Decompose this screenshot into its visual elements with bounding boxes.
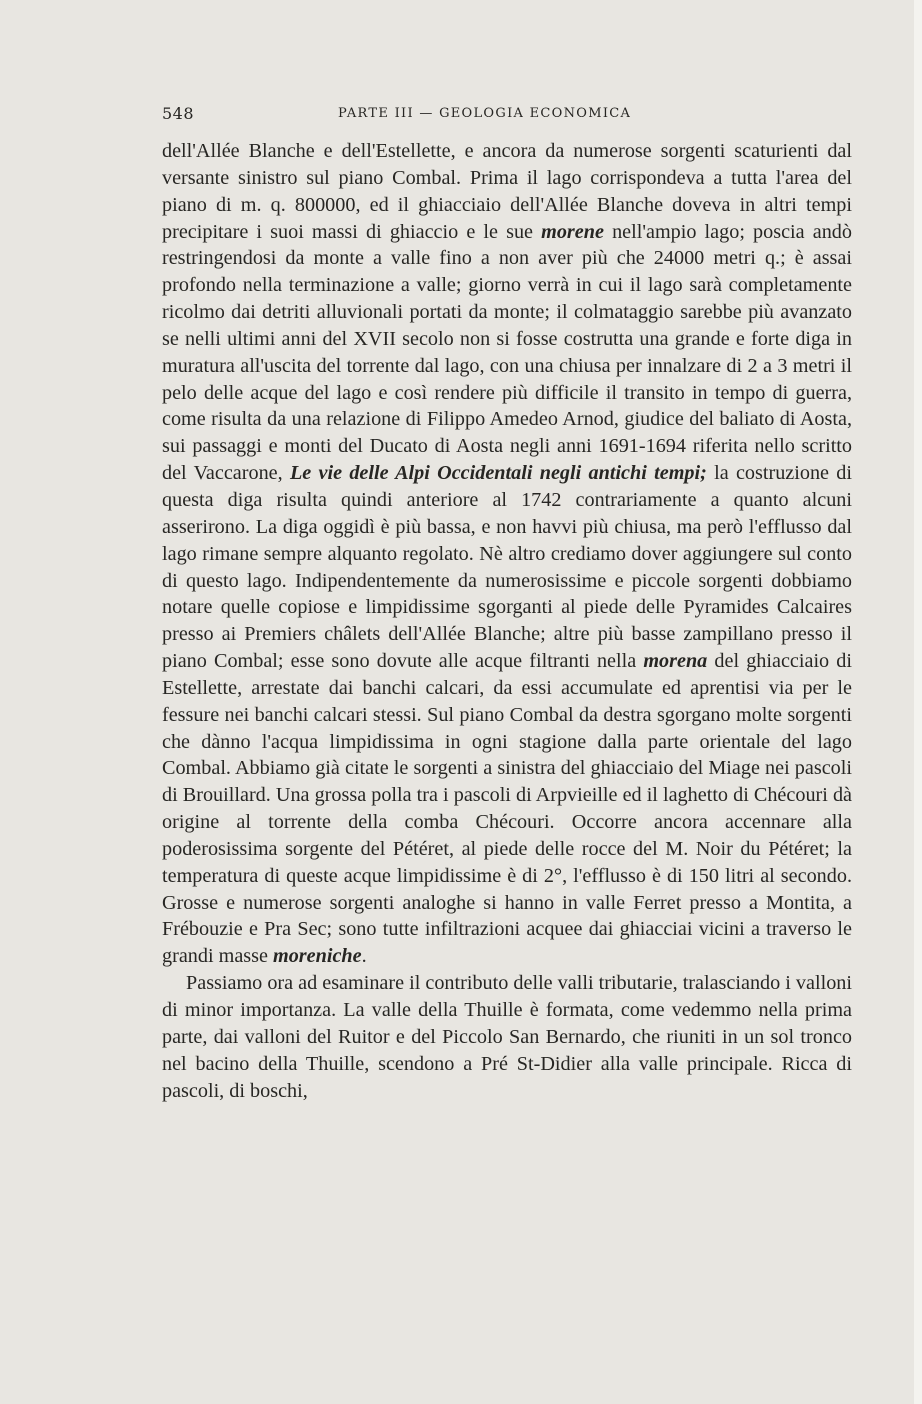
text-run: dell'Allée Blanche e dell'Estellette, e ancora da numerose sorgenti scaturienti dal versante sinistro sul piano Combal. Prima il lago corrispondeva a tutta l'area del piano di m. q. 800000, ed il ghiacciaio dell'Allée Blanche doveva in altri tempi precipitare i suoi massi di ghiaccio e le sue (162, 140, 852, 243)
page-number: 548 (162, 104, 195, 123)
paragraph: Passiamo ora ad esaminare il contributo delle valli tributarie, tralasciando i valloni di minor importanza. La valle della Thuille è formata, come vedemmo nella prima parte, dai valloni del Ruitor e del Piccolo San Bernardo, che riuniti in un sol tronco nel bacino della Thuille, scendono a Pré St-Didier alla valle principale. Ricca di pascoli, di boschi, (162, 972, 852, 1102)
paragraph (162, 138, 852, 970)
running-head: PARTE III — GEOLOGIA ECONOMICA (338, 106, 632, 121)
text-run: la costruzione di questa diga risulta quindi anteriore al 1742 contrariamente a quanto alcuni asserirono. La diga oggidì è più bassa, e non havvi più chiusa, ma però l'efflusso dal lago rimane sempre alquanto regolato. Nè altro crediamo dover aggiungere sul conto di questo lago. Indipendentemente da numerosissime e piccole sorgenti dobbiamo notare quelle copiose e limpidissime sgorganti al piede delle Pyramides Calcaires presso ai Premiers châlets dell'Allée Blanche; altre più basse zampillano presso il piano Combal; esse sono dovute alle acque filtranti nella (162, 462, 852, 673)
text-run: . (361, 945, 367, 968)
body-text (162, 138, 852, 1104)
text-run: del ghiacciaio di Estellette, arrestate dai banchi calcari, da essi accumulate ed aprentisi via per le fessure nei banchi calcari stessi. Sul piano Combal da destra sgorgano molte sorgenti che dànno l'acqua limpidissima in ogni stagione dalla parte orientale del lago Combal. Abbiamo già citate le sorgenti a sinistra del ghiacciaio del Miage nei pascoli di Brouillard. Una grossa polla tra i pascoli di Arpvieille ed il laghetto di Chécouri dà origine al torrente della comba Chécouri. Occorre ancora accennare alla poderosissima sorgente del Pétéret, al piede delle rocce del M. Noir du Pétéret; la temperatura di queste acque limpidissime è di 2°, l'efflusso è di 150 litri al secondo. Grosse e numerose sorgenti analoghe si hanno in valle Ferret presso a Montita, a Frébouzie e Pra Sec; sono tutte infiltrazioni acquee dai ghiacciai vicini a traverso le grandi masse (162, 650, 852, 968)
text-run: nell'ampio lago; poscia andò restringendosi da monte a valle fino a non aver più che 24000 metri q.; è assai profondo nella terminazione a valle; giorno verrà in cui il lago sarà completamente ricolmo dai detriti alluvionali portati da monte; il colmataggio sarebbe più avanzato se nelli ultimi anni del XVII secolo non si fosse costrutta una grande e forte diga in muratura all'uscita del torrente dal lago, con una chiusa per innalzare di 2 a 3 metri il pelo delle acque del lago e così rendere più difficile il transito in tempo di guerra, come risulta da una relazione di Filippo Amedeo Arnod, giudice del baliato di Aosta, sui passaggi e monti del Ducato di Aosta negli anni 1691-1694 riferita nello scritto del Vaccarone, (162, 220, 852, 485)
italic-term: morena (643, 650, 708, 673)
book-title: Le vie delle Alpi Occidentali negli antichi tempi; (289, 462, 707, 485)
page-header (162, 104, 852, 126)
italic-term: moreniche (273, 945, 362, 968)
italic-term: morene (541, 220, 604, 243)
